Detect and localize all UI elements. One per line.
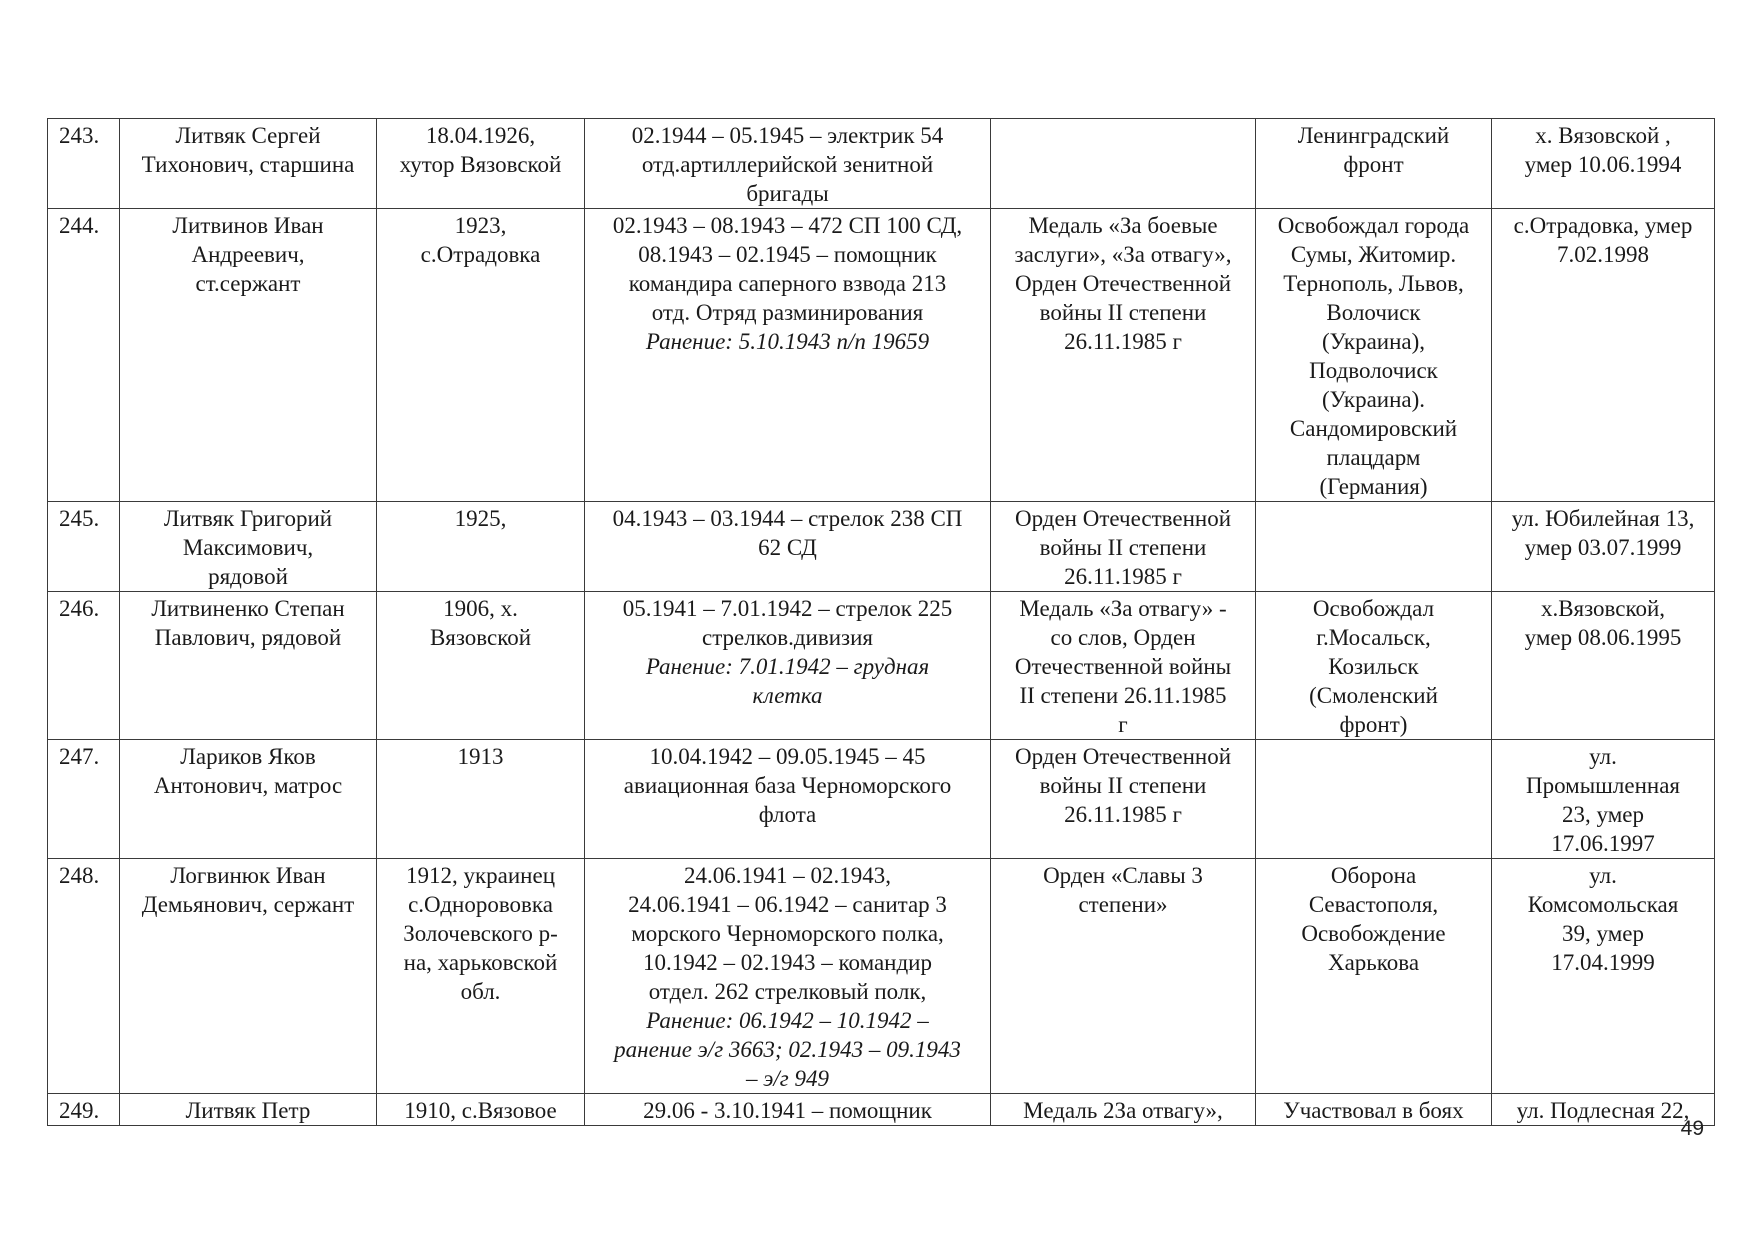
cell-line: флота [758,802,817,827]
cell-line: 24.06.1941 – 06.1942 – санитар 3 [628,892,947,917]
cell-line: Ранение: 5.10.1943 п/п 19659 [645,329,930,354]
cell-line: ст.сержант [195,271,301,296]
residence-death-cell [1492,119,1715,209]
table-row [48,209,1715,502]
cell-line: 1910, с.Вязовое [404,1098,557,1123]
residence-death-cell [1492,859,1715,1094]
birth-info-cell [377,209,585,502]
awards-cell [991,592,1256,740]
cell-line: х. Вязовской , [1535,123,1671,148]
cell-line: умер 10.06.1994 [1524,152,1682,177]
cell-line: отд.артиллерийской зенитной [641,152,934,177]
cell-line: Орден Отечественной [1014,506,1232,531]
cell-line: Литвиненко Степан [151,596,345,621]
cell-line: 24.06.1941 – 02.1943, [684,863,891,888]
cell-line: 39, умер [1562,921,1644,946]
record-number-cell: 249. [48,1094,120,1126]
cell-line: Тихонович, старшина [141,152,355,177]
cell-line: Промышленная [1526,773,1680,798]
full-name-cell [120,859,377,1094]
record-number-cell: 245. [48,502,120,592]
front-operations-cell [1256,502,1492,592]
cell-line: (Смоленский [1309,683,1438,708]
cell-line: с.Отрадовка, умер [1513,213,1693,238]
service-record-cell [585,119,991,209]
cell-line: бригады [746,181,829,206]
cell-line: Павлович, рядовой [154,625,342,650]
cell-line: Сандомировский [1289,416,1458,441]
cell-line: (Украина). [1321,387,1426,412]
full-name-cell [120,119,377,209]
cell-line: 62 СД [758,535,817,560]
birth-info-cell [377,502,585,592]
cell-line: 23, умер [1562,802,1644,827]
table-row [48,859,1715,1094]
cell-line: отд. Отряд разминирования [651,300,924,325]
cell-line: г.Мосальск, [1316,625,1431,650]
front-operations-cell [1256,592,1492,740]
cell-line: Литвяк Григорий [163,506,333,531]
cell-line: фронт [1343,152,1404,177]
cell-line: Логвинюк Иван [170,863,326,888]
cell-line: Козильск [1328,654,1419,679]
cell-line: 29.06 - 3.10.1941 – помощник [643,1098,932,1123]
cell-line: 1913 [457,744,504,769]
cell-line: Медаль 2За отвагу», [1023,1098,1223,1123]
cell-line: фронт) [1339,712,1408,737]
cell-line: 1906, х. [443,596,518,621]
cell-line: 26.11.1985 г [1064,329,1182,354]
cell-line: Орден Отечественной [1014,271,1232,296]
records-table [47,118,1715,1126]
records-body [48,119,1715,1126]
service-record-cell [585,1094,991,1126]
table-row [48,119,1715,209]
cell-line: 05.1941 – 7.01.1942 – стрелок 225 [622,596,953,621]
cell-line: обл. [460,979,501,1004]
cell-line: Освобождал города [1277,213,1470,238]
table-row [48,502,1715,592]
cell-line: ул. Подлесная 22, [1516,1098,1690,1123]
cell-line: Медаль «За боевые [1028,213,1218,238]
service-record-cell [585,859,991,1094]
cell-line: клетка [752,683,823,708]
cell-line: Орден Отечественной [1014,744,1232,769]
cell-line: войны II степени [1039,773,1207,798]
cell-line: Лариков Яков [180,744,316,769]
cell-line: хутор Вязовской [399,152,562,177]
cell-line: на, харьковской [403,950,558,975]
cell-line: Демьянович, сержант [141,892,355,917]
cell-line: Вязовской [429,625,532,650]
cell-line: Комсомольская [1527,892,1679,917]
record-number-cell: 246. [48,592,120,740]
cell-line: (Украина), [1321,329,1426,354]
awards-cell [991,209,1256,502]
cell-line: Ранение: 7.01.1942 – грудная [645,654,930,679]
cell-line: 10.1942 – 02.1943 – командир [643,950,932,975]
birth-info-cell [377,740,585,859]
cell-line: 1923, [454,213,507,238]
front-operations-cell [1256,119,1492,209]
cell-line: Ранение: 06.1942 – 10.1942 – [646,1008,929,1033]
cell-line: Литвинов Иван [172,213,324,238]
cell-line: Медаль «За отвагу» - [1019,596,1227,621]
birth-info-cell [377,859,585,1094]
cell-line: Подволочиск [1309,358,1438,383]
record-number-cell: 247. [48,740,120,859]
cell-line: 1912, украинец [405,863,556,888]
cell-line: г [1118,712,1128,737]
cell-line: 7.02.1998 [1557,242,1649,267]
cell-line: – э/г 949 [745,1066,829,1091]
cell-line: со слов, Орден [1050,625,1196,650]
cell-line: Харькова [1327,950,1420,975]
cell-line: II степени 26.11.1985 [1019,683,1227,708]
front-operations-cell [1256,1094,1492,1126]
cell-line: заслуги», «За отвагу», [1014,242,1232,267]
cell-line: авиационная база Черноморского [623,773,952,798]
cell-line: Орден «Славы 3 [1043,863,1203,888]
cell-line: 26.11.1985 г [1064,564,1182,589]
cell-line: войны II степени [1039,300,1207,325]
awards-cell [991,119,1256,209]
residence-death-cell [1492,502,1715,592]
birth-info-cell [377,1094,585,1126]
cell-line: х.Вязовской, [1540,596,1666,621]
cell-line: 02.1943 – 08.1943 – 472 СП 100 СД, [612,213,963,238]
record-number-cell: 248. [48,859,120,1094]
cell-line: Волочиск [1326,300,1421,325]
full-name-cell [120,209,377,502]
cell-line: Тернополь, Львов, [1283,271,1464,296]
cell-line: командира саперного взвода 213 [628,271,947,296]
cell-line: Участвовал в боях [1283,1098,1464,1123]
residence-death-cell [1492,209,1715,502]
cell-line: ул. Юбилейная 13, [1511,506,1695,531]
cell-line: 17.04.1999 [1551,950,1655,975]
service-record-cell [585,209,991,502]
cell-line: Антонович, матрос [153,773,343,798]
cell-line: степени» [1078,892,1168,917]
full-name-cell [120,740,377,859]
cell-line: рядовой [208,564,288,589]
cell-line: 26.11.1985 г [1064,802,1182,827]
cell-line: отдел. 262 стрелковый полк, [648,979,927,1004]
service-record-cell [585,740,991,859]
cell-line: плацдарм [1326,445,1421,470]
residence-death-cell [1492,740,1715,859]
cell-line: 17.06.1997 [1551,831,1655,856]
cell-line: ул. [1589,744,1617,769]
cell-line: с.Однорововка [408,892,553,917]
cell-line: Оборона [1330,863,1417,888]
cell-line: Отечественной войны [1014,654,1232,679]
cell-line: ранение э/г 3663; 02.1943 – 09.1943 [614,1037,961,1062]
cell-line: Освобождение [1301,921,1446,946]
cell-line: 08.1943 – 02.1945 – помощник [638,242,937,267]
cell-line: умер 03.07.1999 [1524,535,1682,560]
awards-cell [991,1094,1256,1126]
cell-line: 1925, [454,506,507,531]
cell-line: 10.04.1942 – 09.05.1945 – 45 [649,744,926,769]
cell-line: Освобождал [1312,596,1435,621]
cell-line: морского Черноморского полка, [631,921,944,946]
cell-line: 04.1943 – 03.1944 – стрелок 238 СП [612,506,963,531]
birth-info-cell [377,119,585,209]
full-name-cell [120,502,377,592]
awards-cell [991,740,1256,859]
residence-death-cell [1492,592,1715,740]
cell-line: Максимович, [182,535,314,560]
cell-line: с.Отрадовка [420,242,541,267]
cell-line: (Германия) [1319,474,1428,499]
cell-line: Сумы, Житомир. [1290,242,1457,267]
cell-line: Золочевского р- [403,921,558,946]
awards-cell [991,859,1256,1094]
awards-cell [991,502,1256,592]
table-row [48,1094,1715,1126]
service-record-cell [585,502,991,592]
cell-line: войны II степени [1039,535,1207,560]
full-name-cell [120,592,377,740]
record-number-cell: 243. [48,119,120,209]
cell-line: умер 08.06.1995 [1524,625,1682,650]
cell-line: Андреевич, [191,242,305,267]
cell-line: ул. [1589,863,1617,888]
front-operations-cell [1256,740,1492,859]
cell-line: Литвяк Петр [185,1098,311,1123]
table-row [48,740,1715,859]
cell-line: стрелков.дивизия [702,625,873,650]
cell-line: Севастополя, [1308,892,1439,917]
cell-line: Литвяк Сергей [175,123,321,148]
cell-line: 02.1944 – 05.1945 – электрик 54 [631,123,944,148]
page-number: 49 [1680,1117,1704,1140]
birth-info-cell [377,592,585,740]
full-name-cell [120,1094,377,1126]
service-record-cell [585,592,991,740]
front-operations-cell [1256,859,1492,1094]
table-row [48,592,1715,740]
record-number-cell: 244. [48,209,120,502]
cell-line: 18.04.1926, [425,123,536,148]
cell-line: Ленинградский [1297,123,1450,148]
front-operations-cell [1256,209,1492,502]
